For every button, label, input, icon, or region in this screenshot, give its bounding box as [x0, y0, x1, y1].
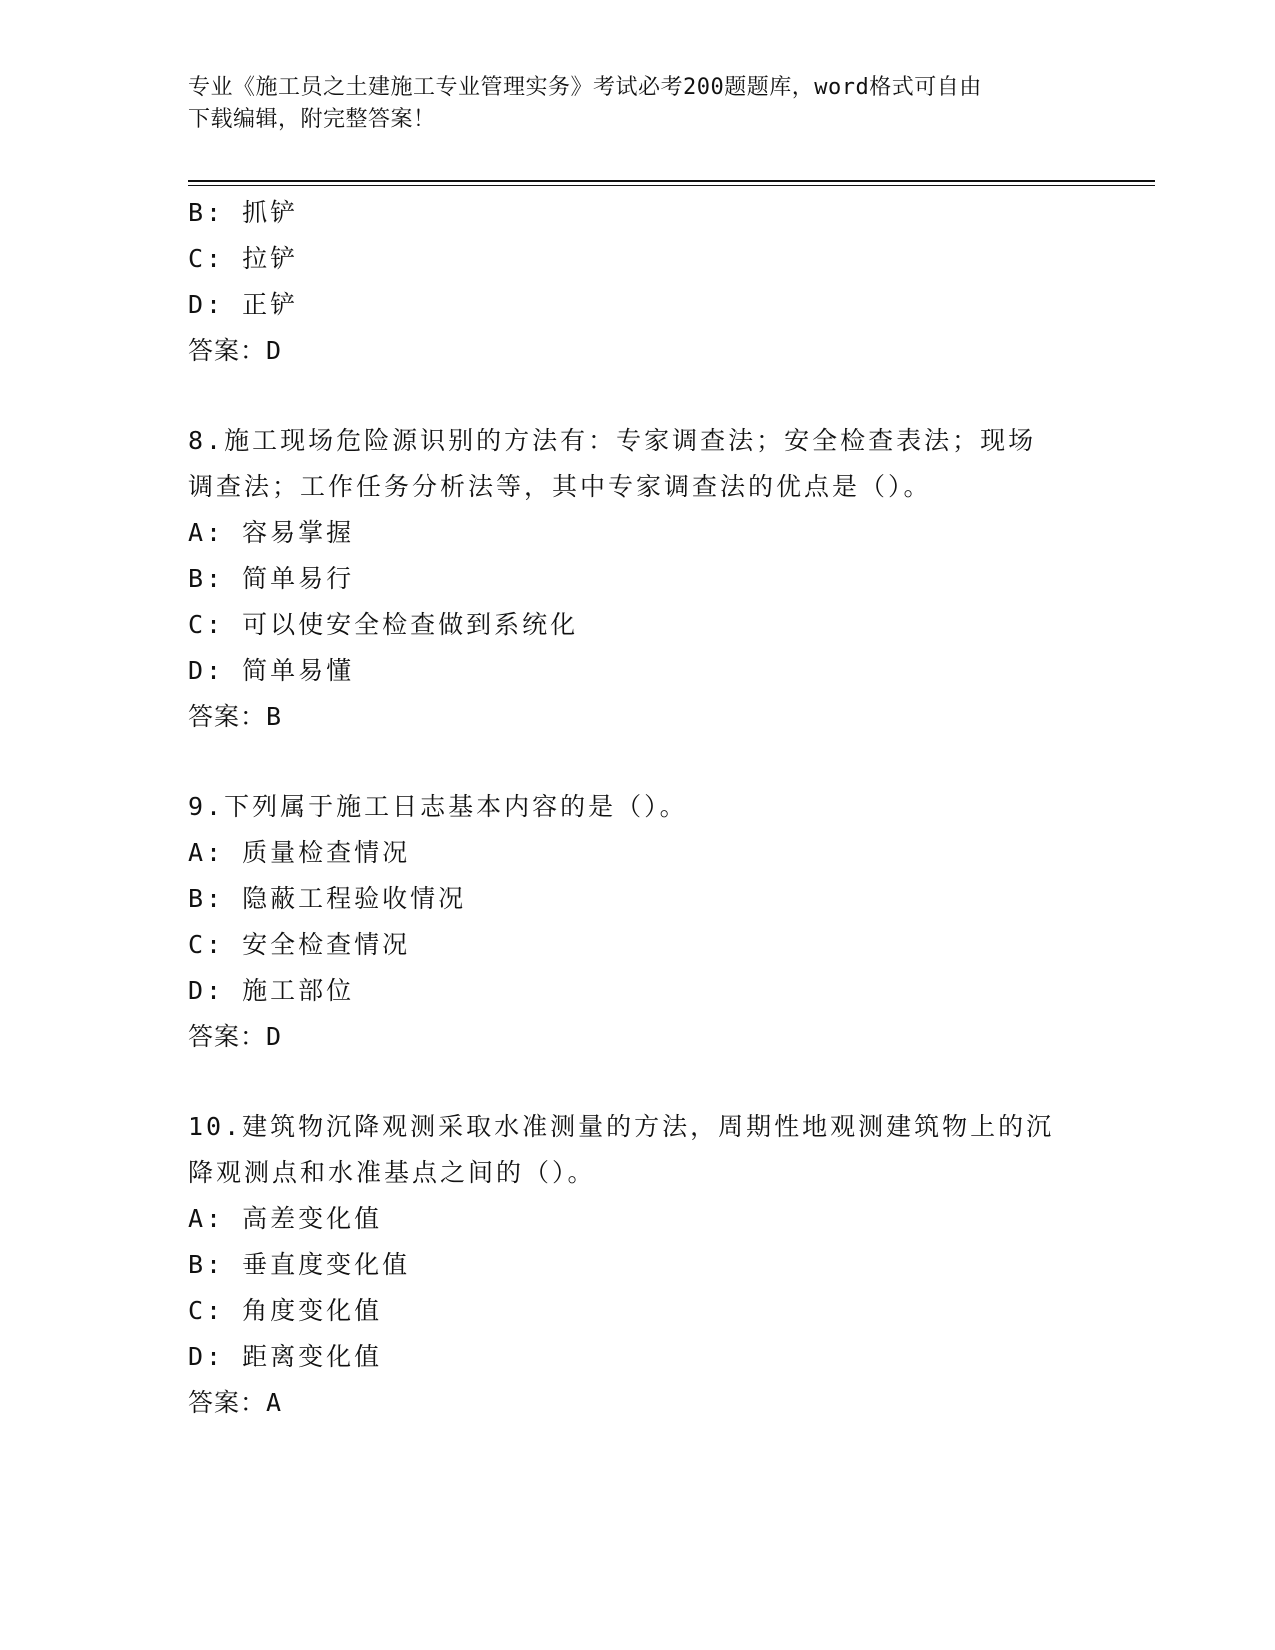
- answer-line: 答案：A: [188, 1388, 283, 1417]
- header-title-line-1: 专业《施工员之土建施工专业管理实务》考试必考200题题库，word格式可自由: [188, 75, 982, 100]
- option-d: D: 简单易懂: [188, 656, 355, 685]
- header-divider-thin: [188, 185, 1155, 186]
- document-header: [188, 72, 1068, 136]
- answer-line: 答案：D: [188, 336, 283, 365]
- spacer: [188, 374, 1088, 418]
- question-text-line-2: 调查法；工作任务分析法等，其中专家调查法的优点是（）。: [188, 472, 932, 501]
- question-block-9: [188, 784, 1088, 1060]
- answer-line: 答案：D: [188, 1022, 283, 1051]
- option-a: A: 容易掌握: [188, 518, 355, 547]
- spacer: [188, 1060, 1088, 1104]
- answer-line: 答案：B: [188, 702, 283, 731]
- spacer: [188, 740, 1088, 784]
- option-d: D: 距离变化值: [188, 1342, 383, 1371]
- option-c: C: 可以使安全检查做到系统化: [188, 610, 579, 639]
- question-block-10: [188, 1104, 1088, 1426]
- question-text-line-1: 10.建筑物沉降观测采取水准测量的方法，周期性地观测建筑物上的沉: [188, 1112, 1055, 1141]
- option-c: C: 安全检查情况: [188, 930, 411, 959]
- option-b: B: 抓铲: [188, 198, 299, 227]
- question-block-8: [188, 418, 1088, 740]
- option-c: C: 角度变化值: [188, 1296, 383, 1325]
- header-title-line-2: 下载编辑，附完整答案！: [188, 107, 436, 132]
- header-divider-thick: [188, 180, 1155, 182]
- question-content: [188, 190, 1088, 1426]
- option-d: D: 正铲: [188, 290, 299, 319]
- option-c: C: 拉铲: [188, 244, 299, 273]
- option-b: B: 简单易行: [188, 564, 355, 593]
- carryover-question: [188, 190, 1088, 374]
- option-b: B: 隐蔽工程验收情况: [188, 884, 467, 913]
- option-a: A: 质量检查情况: [188, 838, 411, 867]
- option-d: D: 施工部位: [188, 976, 355, 1005]
- option-b: B: 垂直度变化值: [188, 1250, 411, 1279]
- question-text-line-1: 8.施工现场危险源识别的方法有：专家调查法；安全检查表法；现场: [188, 426, 1037, 455]
- option-a: A: 高差变化值: [188, 1204, 383, 1233]
- question-text-line-1: 9.下列属于施工日志基本内容的是（）。: [188, 792, 688, 821]
- question-text-line-2: 降观测点和水准基点之间的（）。: [188, 1158, 596, 1187]
